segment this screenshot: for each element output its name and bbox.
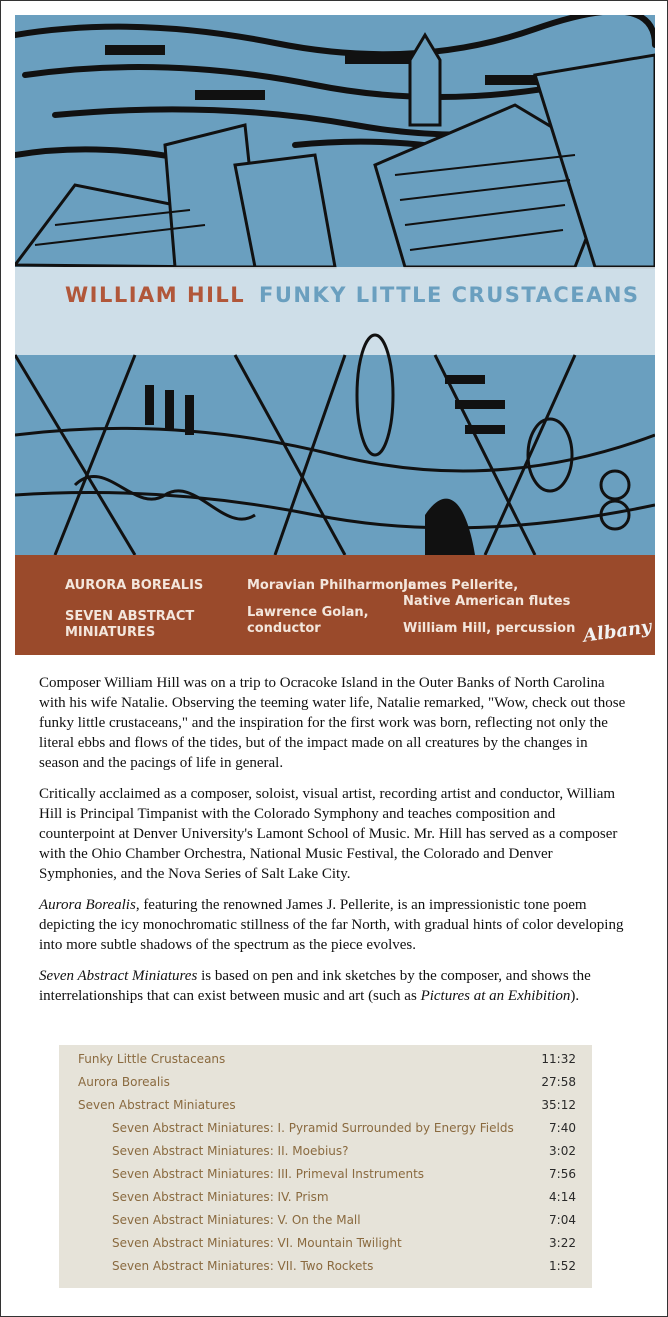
credit-orchestra: Moravian Philharmonic (247, 578, 416, 593)
track-row[interactable] (59, 1048, 592, 1071)
track-row[interactable] (59, 1163, 592, 1186)
track-list (59, 1045, 592, 1288)
track-title[interactable]: Seven Abstract Miniatures: III. Primeval Instruments (112, 1167, 425, 1181)
track-row[interactable] (59, 1140, 592, 1163)
track-title[interactable]: Seven Abstract Miniatures: V. On the Mall (112, 1213, 361, 1227)
track-row[interactable] (59, 1094, 592, 1117)
track-row[interactable] (59, 1117, 592, 1140)
credit-percussion: William Hill, percussion (403, 621, 576, 636)
paragraph-4-text: is based on pen and ink sketches by the composer, and shows the interrelationships that can exist between music and art (such as (39, 968, 591, 1004)
track-title[interactable]: Seven Abstract Miniatures: I. Pyramid Surrounded by Energy Fields (112, 1121, 514, 1135)
label-logo: Albany (581, 616, 653, 647)
track-duration: 3:02 (549, 1144, 576, 1158)
track-duration: 7:56 (549, 1167, 576, 1181)
description-paragraph-4 (39, 966, 629, 1006)
track-duration: 4:14 (549, 1190, 576, 1204)
album-cover (15, 15, 655, 655)
artist-title: WILLIAM HILL (65, 283, 246, 307)
track-duration: 7:40 (549, 1121, 576, 1135)
track-duration: 3:22 (549, 1236, 576, 1250)
description-paragraph-1: Composer William Hill was on a trip to Ocracoke Island in the Outer Banks of North Carolina with his wife Natalie. Observing the teeming water life, Natalie remarked, "Wow, check out those funky little crustaceans," and the inspiration for the first work was born, reflecting not only the literal ebbs and flows of the tides, but of the impact made on all creatures by the changes in season and the pacings of life in general. (39, 675, 626, 771)
track-duration: 7:04 (549, 1213, 576, 1227)
track-row[interactable] (59, 1186, 592, 1209)
track-title[interactable]: Seven Abstract Miniatures: VII. Two Rockets (112, 1259, 374, 1273)
track-duration: 35:12 (541, 1098, 576, 1112)
work-title-miniatures: Seven Abstract Miniatures (39, 968, 198, 984)
track-duration: 11:32 (541, 1052, 576, 1066)
credit-soloist: James Pellerite, (403, 578, 519, 593)
track-row[interactable] (59, 1232, 592, 1255)
track-row[interactable] (59, 1209, 592, 1232)
album-title: FUNKY LITTLE CRUSTACEANS (259, 283, 640, 307)
track-title[interactable]: Seven Abstract Miniatures: II. Moebius? (112, 1144, 349, 1158)
track-title[interactable]: Aurora Borealis (78, 1075, 170, 1089)
track-title[interactable]: Seven Abstract Miniatures (78, 1098, 236, 1112)
credit-conductor-role: conductor (247, 621, 321, 636)
credit-work-2b: MINIATURES (65, 625, 156, 640)
work-title-aurora: Aurora Borealis (39, 897, 136, 913)
track-title[interactable]: Seven Abstract Miniatures: IV. Prism (112, 1190, 329, 1204)
description-paragraph-2: Critically acclaimed as a composer, soloist, visual artist, recording artist and conductor, William Hill is Principal Timpanist with the Colorado Symphony and teaches composition and counterpoint at Denver University's Lamont School of Music. Mr. Hill has served as a composer with the Ohio Chamber Orchestra, National Music Festival, the Colorado and Denver Symphonies, and the Nova Series of Salt Lake City. (39, 786, 618, 882)
track-row[interactable] (59, 1071, 592, 1094)
credit-work-1: AURORA BOREALIS (65, 578, 204, 593)
paragraph-3-text: , featuring the renowned James J. Pellerite, is an impressionistic tone poem depicting the icy monochromatic stillness of the far North, with gradual hints of color developing into more subtle shadows of the spectrum as the piece evolves. (39, 897, 624, 953)
credit-conductor: Lawrence Golan, (247, 605, 369, 620)
paragraph-4-end: ). (570, 988, 580, 1004)
track-duration: 27:58 (541, 1075, 576, 1089)
description-paragraph-3 (39, 895, 629, 955)
credit-soloist-role: Native American flutes (403, 594, 571, 609)
track-title[interactable]: Funky Little Crustaceans (78, 1052, 226, 1066)
work-title-pictures: Pictures at an Exhibition (420, 988, 571, 1004)
album-description (39, 673, 629, 1017)
track-duration: 1:52 (549, 1259, 576, 1273)
credit-work-2: SEVEN ABSTRACT (65, 609, 195, 624)
track-title[interactable]: Seven Abstract Miniatures: VI. Mountain Twilight (112, 1236, 402, 1250)
track-row[interactable] (59, 1255, 592, 1278)
